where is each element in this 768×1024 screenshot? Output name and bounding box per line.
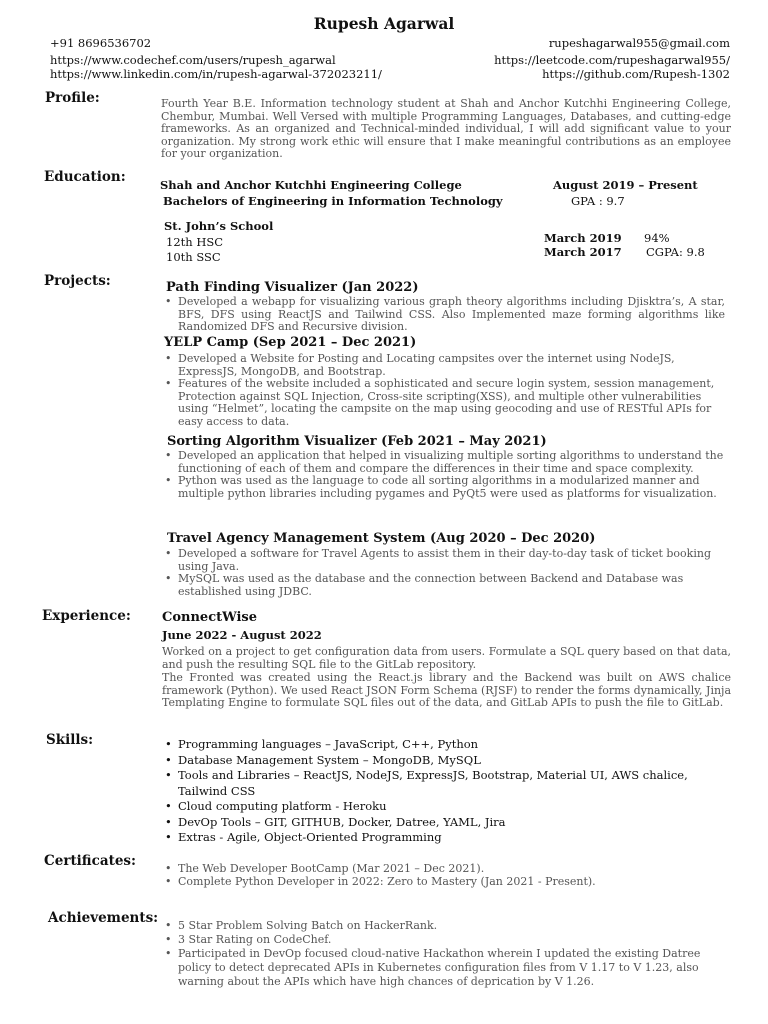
skill-item: • Tools and Libraries – ReactJS, NodeJS, ExpressJS, Bootstrap, Material UI, AWS chalice, Tailwind CSS — [165, 768, 725, 799]
project-bullet: • Developed a software for Travel Agents to assist them in their day-to-day task of ticket booking using Java. — [165, 548, 725, 573]
project-title: YELP Camp (Sep 2021 – Dec 2021) — [164, 335, 417, 350]
projects-heading: Projects: — [44, 273, 111, 289]
linkedin-link[interactable]: https://www.linkedin.com/in/rupesh-agarwal-372023211/ — [50, 67, 382, 81]
github-link[interactable]: https://github.com/Rupesh-1302 — [542, 67, 730, 81]
certificate-item: • Complete Python Developer in 2022: Zero to Mastery (Jan 2021 - Present). — [165, 876, 725, 889]
achievements-list — [165, 919, 725, 989]
certificate-item: • The Web Developer BootCamp (Mar 2021 – Dec 2021). — [165, 863, 725, 876]
skills-list — [165, 737, 725, 846]
skill-item: • Programming languages – JavaScript, C++, Python — [165, 737, 725, 753]
gpa: GPA : 9.7 — [571, 194, 625, 208]
experience-paragraph: Worked on a project to get configuration data from users. Formulate a SQL query based on that data, and push the resulting SQL file to the GitLab repository. — [162, 645, 731, 671]
skill-item: • Extras - Agile, Object-Oriented Programming — [165, 830, 725, 846]
ssc-score: CGPA: 9.8 — [646, 245, 705, 259]
achievements-heading: Achievements: — [48, 910, 159, 926]
experience-paragraph: The Fronted was created using the React.js library and the Backend was built on AWS chalice framework (Python). We used React JSON Form Schema (RJSF) to render the forms dynamically, Jinja Templating Engine to formulate SQL files out of the data, and GitLab APIs to push the file to GitLab. — [162, 671, 732, 709]
ssc-date: March 2017 — [544, 245, 622, 259]
company-name: ConnectWise — [162, 610, 258, 625]
education-heading: Education: — [44, 169, 126, 185]
project-bullet: • Developed a webapp for visualizing various graph theory algorithms including Djisktra’s, A star, BFS, DFS using ReactJS and Tailwind CSS. Also Implemented maze forming algorithms like Randomized DFS and Recursive division. — [165, 296, 725, 334]
certificates-list — [165, 863, 725, 888]
resume-name: Rupesh Agarwal — [313, 14, 455, 33]
skills-heading: Skills: — [46, 732, 94, 748]
certificates-heading: Certificates: — [44, 853, 137, 869]
leetcode-link[interactable]: https://leetcode.com/rupeshagarwal955/ — [494, 53, 730, 67]
project-bullets — [165, 353, 725, 428]
degree-name: Bachelors of Engineering in Information Technology — [163, 194, 503, 208]
project-title: Travel Agency Management System (Aug 2020 – Dec 2020) — [167, 531, 596, 546]
email-link[interactable]: rupeshagarwal955@gmail.com — [548, 36, 730, 50]
achievement-item: • 3 Star Rating on CodeChef. — [165, 933, 725, 947]
codechef-link[interactable]: https://www.codechef.com/users/rupesh_agarwal — [50, 53, 336, 67]
project-bullets — [165, 296, 725, 334]
phone-number: +91 8696536702 — [50, 36, 152, 50]
project-title: Sorting Algorithm Visualizer (Feb 2021 – May 2021) — [167, 434, 547, 449]
achievement-item: • 5 Star Problem Solving Batch on HackerRank. — [165, 919, 725, 933]
college-name: Shah and Anchor Kutchhi Engineering College — [160, 178, 462, 192]
project-bullet: • Developed a Website for Posting and Locating campsites over the internet using NodeJS, ExpressJS, MongoDB, and Bootstrap. — [165, 353, 725, 378]
hsc-date: March 2019 — [544, 231, 622, 245]
profile-text: Fourth Year B.E. Information technology student at Shah and Anchor Kutchhi Engineering College, Chembur, Mumbai. Well Versed with multiple Programming Languages, Databases, and cutting-edge frameworks. As an organized and Technical-minded individual, I will add significant value to your organization. My strong work ethic will ensure that I make meaningful contributions as an employee for your organization. — [161, 97, 731, 160]
project-bullet: • Features of the website included a sophisticated and secure login system, session management, Protection against SQL Injection, Cross-site scripting(XSS), and multiple other vulnerabilities using “Helmet”, locating the campsite on the map using geocoding and use of RESTful APIs for easy access to data. — [165, 378, 725, 428]
project-title: Path Finding Visualizer (Jan 2022) — [166, 280, 419, 295]
experience-heading: Experience: — [42, 608, 131, 624]
experience-dates: June 2022 - August 2022 — [162, 628, 322, 642]
project-bullet: • Python was used as the language to code all sorting algorithms in a modularized manner and multiple python libraries including pygames and PyQt5 were used as platforms for visualization. — [165, 475, 725, 500]
school-name: St. John’s School — [164, 219, 274, 233]
project-bullet: • MySQL was used as the database and the connection between Backend and Database was established using JDBC. — [165, 573, 725, 598]
project-bullets — [165, 450, 725, 500]
profile-heading: Profile: — [45, 90, 100, 106]
hsc-score: 94% — [644, 231, 670, 245]
college-dates: August 2019 – Present — [553, 178, 698, 192]
achievement-item: • Participated in DevOp focused cloud-native Hackathon wherein I updated the existing Datree policy to detect deprecated APIs in Kubernetes configuration files from V 1.17 to V 1.23, also warning about the APIs which have high chances of deprication by V 1.26. — [165, 947, 725, 989]
skill-item: • Database Management System – MongoDB, MySQL — [165, 753, 725, 769]
project-bullet: • Developed an application that helped in visualizing multiple sorting algorithms to understand the functioning of each of them and compare the differences in their time and space complexity. — [165, 450, 725, 475]
project-bullets — [165, 548, 725, 598]
skill-item: • Cloud computing platform - Heroku — [165, 799, 725, 815]
skill-item: • DevOp Tools – GIT, GITHUB, Docker, Datree, YAML, Jira — [165, 815, 725, 831]
ssc-label: 10th SSC — [166, 250, 221, 264]
hsc-label: 12th HSC — [166, 235, 224, 249]
